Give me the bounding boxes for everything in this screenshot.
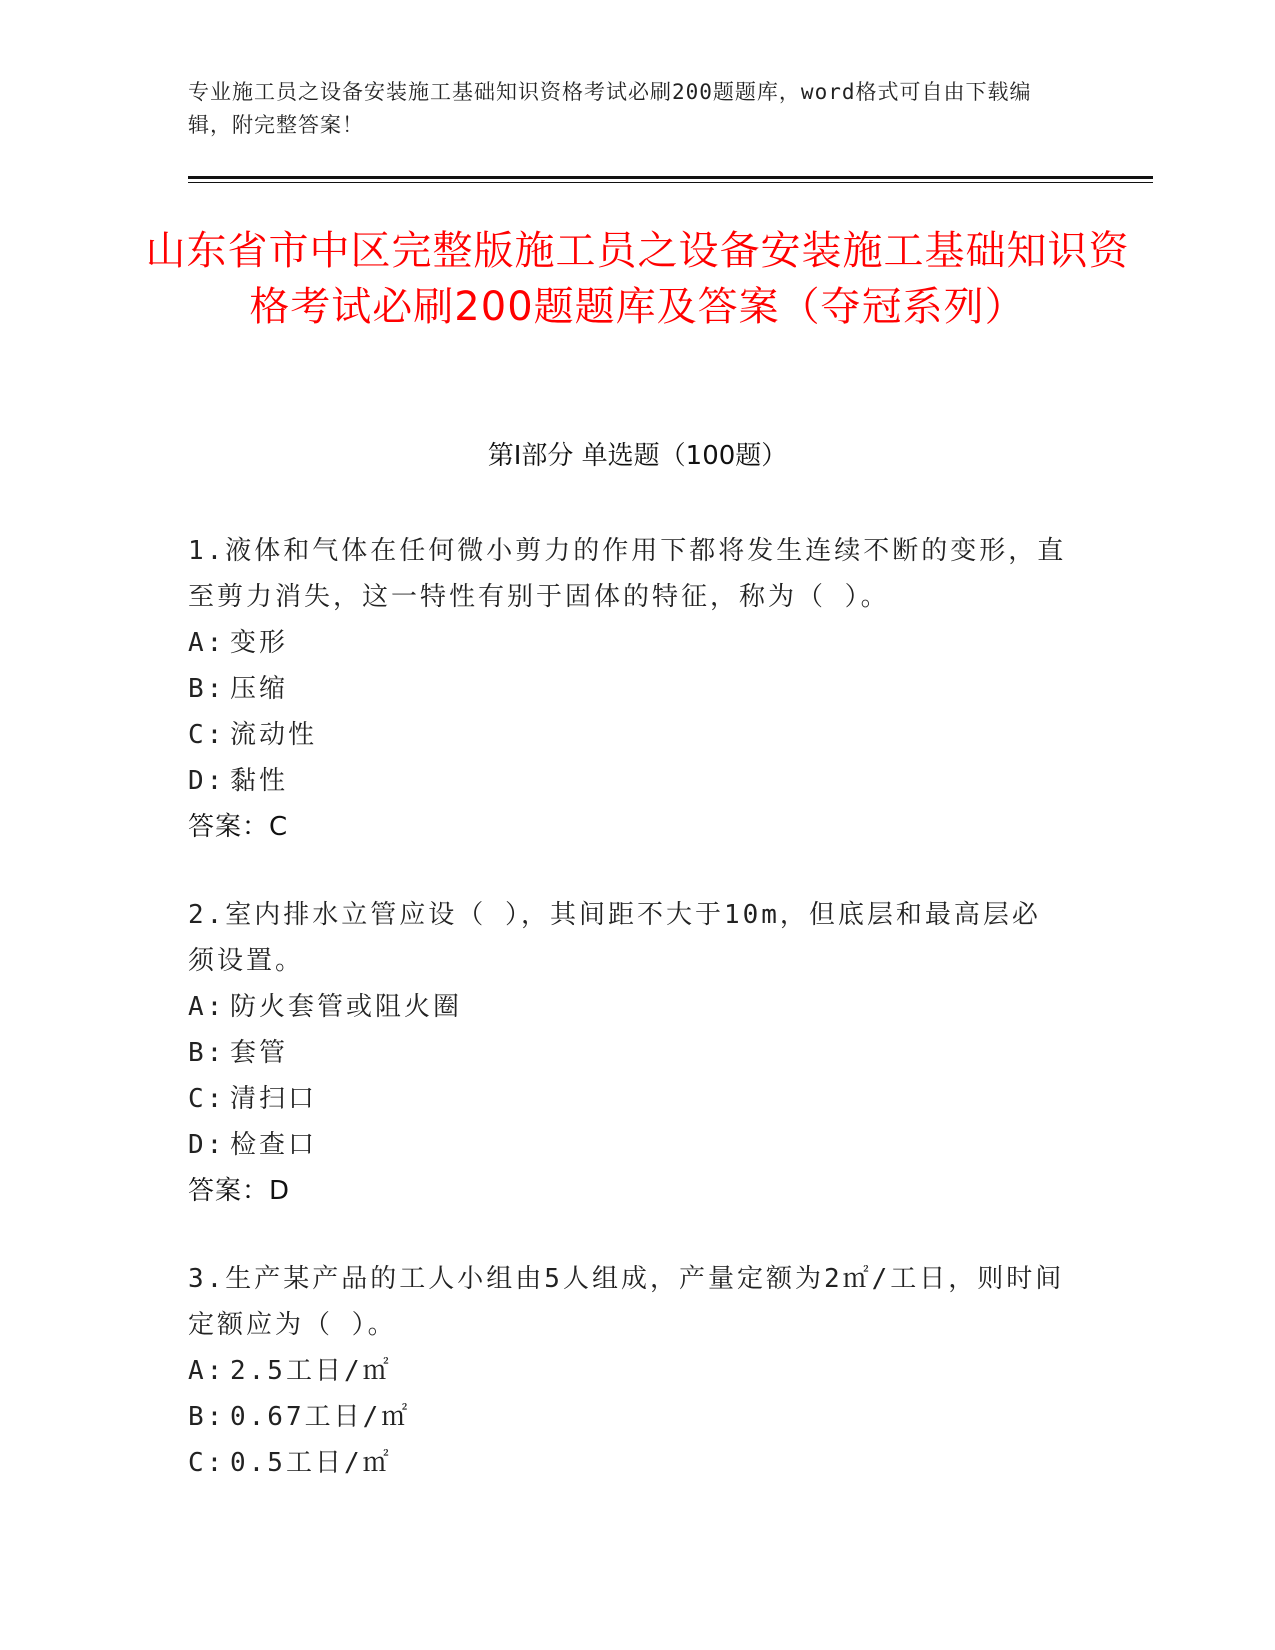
option-c [188,1076,1068,1122]
header-note: 专业施工员之设备安装施工基础知识资格考试必刷200题题库，word格式可自由下载编辑，附完整答案！ [188,80,1032,137]
option-text: 黏性 [230,766,289,796]
question-stem: 3.生产某产品的工人小组由5人组成，产量定额为2㎡/工日，则时间定额应为（ ）。 [188,1264,1065,1340]
question-2 [188,892,1068,1214]
option-a [188,984,1068,1030]
option-a [188,1348,1068,1394]
option-key: D: [188,1130,226,1160]
question-stem: 2.室内排水立管应设（ ），其间距不大于10m，但底层和最高层必须设置。 [188,900,1041,976]
option-text: 0.5工日/㎡ [230,1448,392,1478]
option-a [188,620,1068,666]
option-key: B: [188,1038,226,1068]
section-title: 第Ⅰ部分 单选题（100题） [487,441,788,471]
option-text: 防火套管或阻火圈 [230,992,463,1022]
question-1 [188,528,1068,850]
option-key: A: [188,992,226,1022]
option-key: C: [188,720,226,750]
option-text: 变形 [230,628,289,658]
option-key: C: [188,1448,226,1478]
option-key: A: [188,628,226,658]
option-d [188,758,1068,804]
option-text: 0.67工日/㎡ [230,1402,411,1432]
option-text: 2.5工日/㎡ [230,1356,392,1386]
header-rule-thin [188,182,1153,183]
option-b [188,1394,1068,1440]
option-d [188,1122,1068,1168]
option-key: D: [188,766,226,796]
option-key: B: [188,1402,226,1432]
option-key: A: [188,1356,226,1386]
option-text: 压缩 [230,674,289,704]
header-rule-thick [188,176,1153,179]
question-list [188,528,1068,1528]
option-c [188,712,1068,758]
option-text: 检查口 [230,1130,318,1160]
option-b [188,1030,1068,1076]
option-key: C: [188,1084,226,1114]
option-text: 套管 [230,1038,289,1068]
question-stem: 1.液体和气体在任何微小剪力的作用下都将发生连续不断的变形，直至剪力消失，这一特性有别于固体的特征，称为（ ）。 [188,536,1067,612]
option-key: B: [188,674,226,704]
option-c [188,1440,1068,1486]
answer: 答案：C [188,812,289,842]
document-title: 山东省市中区完整版施工员之设备安装施工基础知识资格考试必刷200题题库及答案（夺冠系列） [145,228,1130,330]
option-text: 清扫口 [230,1084,318,1114]
answer: 答案：D [188,1176,291,1206]
option-b [188,666,1068,712]
question-3 [188,1256,1068,1486]
option-text: 流动性 [230,720,318,750]
